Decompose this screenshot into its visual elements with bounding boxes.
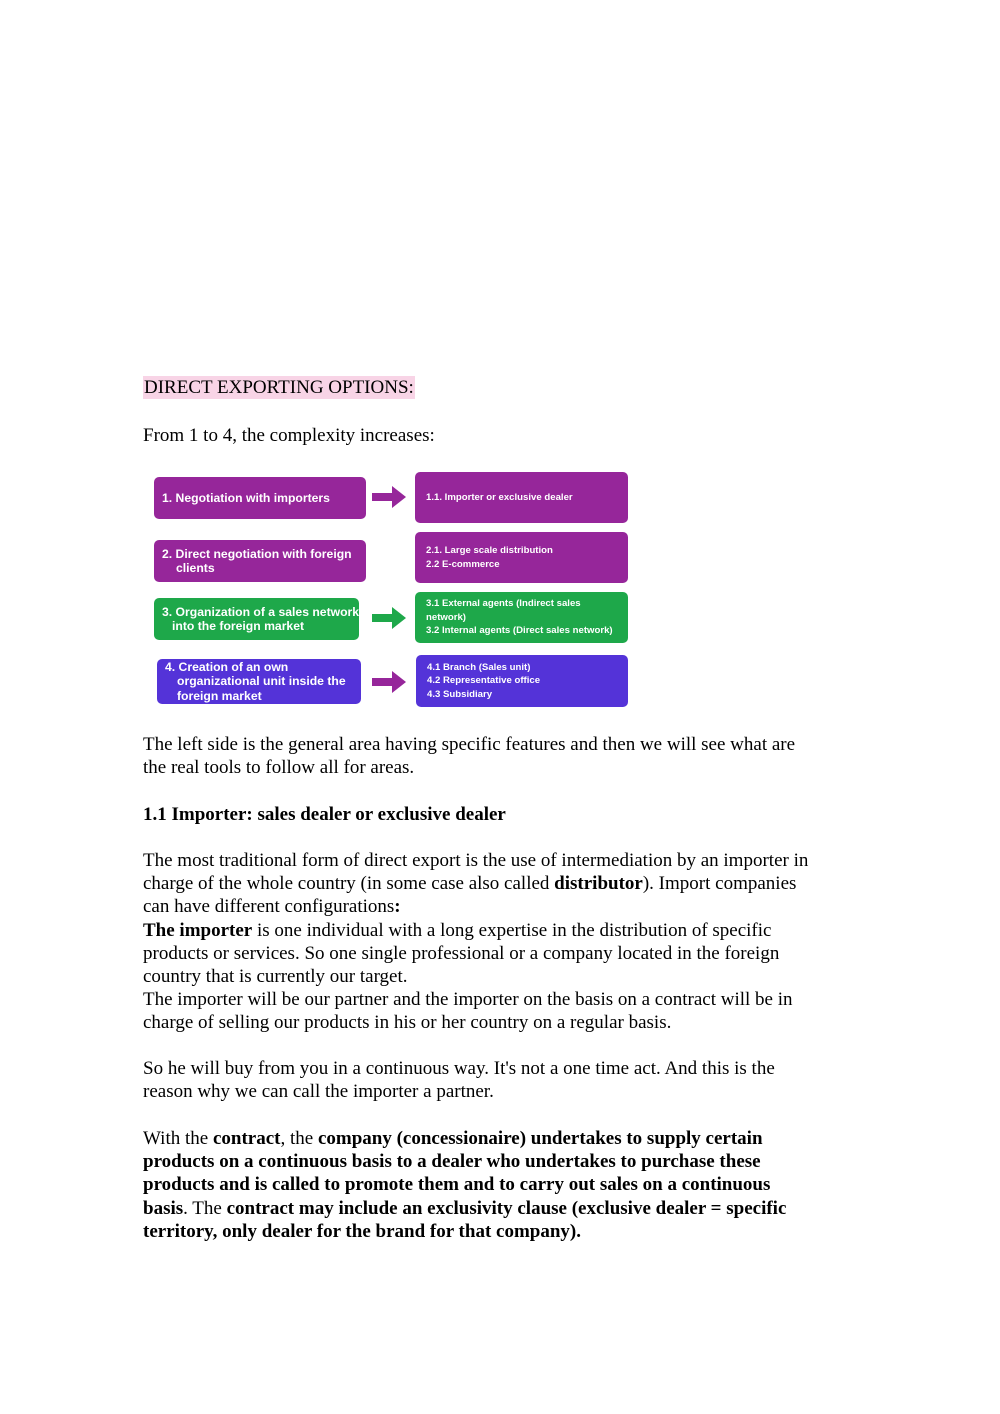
paragraph-line [143, 895, 808, 918]
paragraph-left-side [143, 733, 795, 779]
text-run: can have different configurations [143, 896, 395, 918]
option-2-label-line-1: 2. Direct negotiation with foreign [162, 546, 352, 561]
option-1-detail-1: 1.1. Importer or exclusive dealer [426, 491, 573, 503]
option-4-label-line-1: 4. Creation of an own [165, 659, 289, 674]
option-2-box [154, 540, 366, 582]
bold-term: basis [143, 1197, 184, 1219]
text-run: is one individual with a long expertise in the distribution of specific [252, 919, 772, 941]
option-4-label-line-3: foreign market [177, 688, 262, 703]
paragraph-line: The left side is the general area having specific features and then we will see what are [143, 734, 796, 755]
paragraph-line [143, 919, 808, 942]
text-run: charge of the whole country (in some case also called [143, 873, 555, 895]
option-2-label-line-2: clients [176, 561, 215, 575]
paragraph-line: So he will buy from you in a continuous way. It's not a one time act. And this is the [143, 1058, 775, 1079]
option-4-label-line-2: organizational unit inside the [177, 674, 346, 689]
option-4-box [157, 659, 361, 704]
paragraph-line [143, 1173, 786, 1196]
paragraph-line [143, 1220, 786, 1243]
paragraph-line: the real tools to follow all for areas. [143, 757, 415, 779]
arrow-right-icon [372, 607, 406, 629]
bold-term: contract may include an exclusivity clause (exclusive dealer = specific [226, 1197, 787, 1219]
subheading-importer: 1.1 Importer: sales dealer or exclusive dealer [143, 804, 506, 825]
paragraph-line: The most traditional form of direct export is the use of intermediation by an importer in [143, 850, 809, 871]
option-2-detail-2: 2.2 E-commerce [426, 558, 500, 570]
bold-term: : [394, 896, 401, 918]
option-4-detail-box [416, 655, 628, 707]
bold-term: distributor [554, 873, 643, 895]
bold-term: territory, only dealer for the brand for that company). [143, 1220, 582, 1242]
bold-term: contract [212, 1128, 281, 1149]
intro-text: From 1 to 4, the complexity increases: [143, 425, 435, 446]
option-3-detail-1: 3.1 External agents (Indirect sales network) [426, 598, 581, 623]
bold-term: The importer [143, 919, 253, 941]
option-3-label-line-1: 3. Organization of a sales network [162, 604, 360, 619]
bold-term: products and is called to promote them and to carry out sales on a continuous [143, 1174, 771, 1196]
paragraph-line: reason why we can call the importer a partner. [143, 1081, 494, 1103]
option-1-detail-box [415, 472, 628, 523]
export-options-diagram [154, 470, 630, 710]
option-3-detail-2: 3.2 Internal agents (Direct sales network) [426, 625, 613, 637]
option-1-label: 1. Negotiation with importers [162, 490, 330, 505]
text-run: ). Import companies [642, 873, 797, 895]
text-run: , the [280, 1128, 318, 1149]
option-2-detail-1: 2.1. Large scale distribution [426, 545, 553, 556]
option-3-detail-box [415, 592, 628, 643]
paragraph-line: country that is currently our target. [143, 966, 408, 988]
paragraph-line: The importer will be our partner and the importer on the basis on a contract will be in [143, 989, 793, 1011]
option-4-detail-3: 4.3 Subsidiary [427, 688, 493, 700]
paragraph-line: charge of selling our products in his or her country on a regular basis. [143, 1012, 672, 1034]
option-4-detail-2: 4.2 Representative office [427, 675, 541, 687]
option-3-box [154, 598, 359, 640]
paragraph-line [143, 1127, 786, 1150]
section-heading: DIRECT EXPORTING OPTIONS: [144, 377, 414, 398]
paragraph-line [143, 1150, 786, 1173]
bold-term: products on a continuous basis to a dealer who undertakes to purchase these [143, 1151, 761, 1173]
paragraph-line [143, 1197, 786, 1220]
paragraph-importer [143, 849, 808, 1035]
option-1-box [154, 477, 366, 519]
arrow-right-icon [372, 671, 406, 693]
paragraph-line [143, 872, 808, 895]
paragraph-line: products or services. So one single professional or a company located in the foreign [143, 942, 780, 964]
arrow-right-icon [372, 486, 406, 508]
option-2-detail-box [415, 532, 628, 583]
option-3-label-line-2: into the foreign market [172, 619, 305, 633]
option-4-detail-1: 4.1 Branch (Sales unit) [427, 661, 531, 673]
text-run: With the [143, 1128, 213, 1149]
paragraph-partner [143, 1057, 775, 1103]
bold-term: company (concessionaire) undertakes to supply certain [317, 1128, 763, 1149]
paragraph-contract [143, 1127, 786, 1243]
text-run: . The [183, 1197, 227, 1219]
